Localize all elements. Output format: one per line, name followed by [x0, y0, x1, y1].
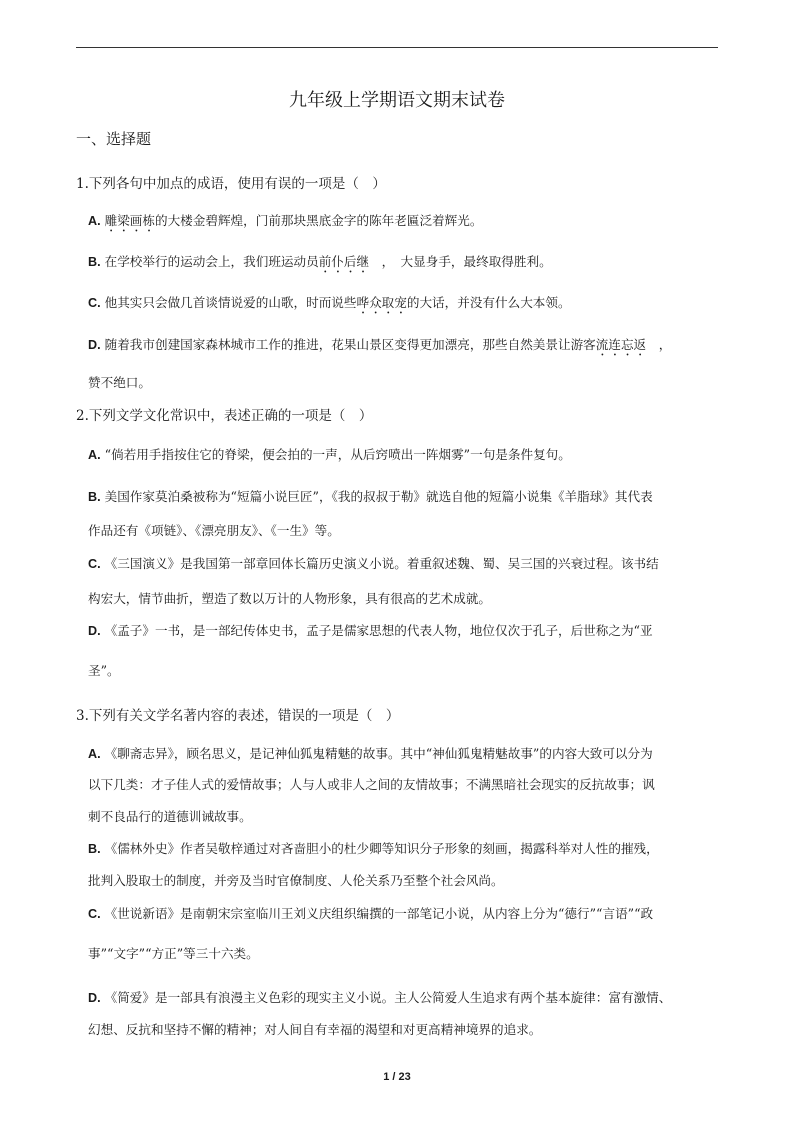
dotted-idiom: 雕梁画栋 [104, 213, 155, 228]
question-2-option-c-continuation: 构宏大，情节曲折，塑造了数以万计的人物形象，具有很高的艺术成就。 [88, 591, 491, 606]
question-3-option-a-continuation-2: 刺不良品行的道德训诫故事。 [88, 809, 252, 824]
question-3-option-d-continuation: 幻想、反抗和坚持不懈的精神；对人间自有幸福的渴望和对更高精神境界的追求。 [88, 1022, 542, 1037]
question-1-option-c[interactable]: C. 他其实只会做几首谈情说爱的山歌，时而说些哗众取宠的大话，并没有什么大本领。 [88, 295, 571, 310]
question-2-option-b[interactable]: B. 美国作家莫泊桑被称为“短篇小说巨匠”，《我的叔叔于勒》就选自他的短篇小说集《羊脂球》其代表 [88, 489, 653, 504]
option-label: A. [88, 214, 101, 228]
dotted-idiom: 流连忘返 [595, 337, 647, 352]
question-3-option-c[interactable]: C. 《世说新语》是南朝宋宗室临川王刘义庆组织编撰的一部笔记小说，从内容上分为“德行”“言语”“政 [88, 906, 654, 921]
option-label: A. [88, 747, 101, 761]
question-3-option-c-continuation: 事”“文字”“方正”等三十六类。 [88, 946, 259, 961]
question-2-option-d[interactable]: D. 《孟子》一书，是一部纪传体史书，孟子是儒家思想的代表人物，地位仅次于孔子，后世称之为“亚 [88, 623, 653, 638]
question-1-option-a[interactable]: A. 雕梁画栋的大楼金碧辉煌，门前那块黑底金字的陈年老匾泛着辉光。 [88, 213, 483, 228]
option-label: C. [88, 296, 101, 310]
question-1-option-b[interactable]: B. 在学校举行的运动会上，我们班运动员前仆后继 ， 大显身手，最终取得胜利。 [88, 254, 552, 269]
question-2-stem: 2.下列文学文化常识中，表述正确的一项是（ ） [76, 408, 373, 424]
question-2-option-d-continuation: 圣”。 [88, 663, 120, 678]
question-1-stem: 1.下列各句中加点的成语，使用有误的一项是（ ） [76, 176, 386, 192]
question-3-option-a[interactable]: A. 《聊斋志异》，顾名思义，是记神仙狐鬼精魅的故事。其中“神仙狐鬼精魅故事”的内容大致可以分为 [88, 746, 653, 761]
page-number: 1 / 23 [383, 1071, 411, 1083]
question-3-option-a-continuation-1: 以下几类：才子佳人式的爱情故事；人与人或非人之间的友情故事；不满黑暗社会现实的反抗故事；讽 [88, 777, 655, 792]
question-3-option-b-continuation: 批判入股取士的制度，并旁及当时官僚制度、人伦关系乃至整个社会风尚。 [88, 873, 504, 888]
option-label: D. [88, 991, 101, 1005]
question-1-option-d[interactable]: D. 随着我市创建国家森林城市工作的推进，花果山景区变得更加漂亮，那些自然美景让游客流连忘返 ， [88, 337, 672, 352]
page-title: 九年级上学期语文期末试卷 [289, 90, 505, 111]
option-label: B. [88, 842, 101, 856]
section-heading: 一、选择题 [76, 130, 152, 148]
option-label: B. [88, 255, 101, 269]
question-3-option-d[interactable]: D. 《简爱》是一部具有浪漫主义色彩的现实主义小说。主人公简爱人生追求有两个基本旋律：富有激情、 [88, 990, 672, 1005]
question-2-option-b-continuation: 作品还有《项链》、《漂亮朋友》、《一生》等。 [88, 523, 340, 538]
option-label: D. [88, 338, 101, 352]
question-2-option-c[interactable]: C. 《三国演义》是我国第一部章回体长篇历史演义小说。着重叙述魏、蜀、吴三国的兴衰过程。该书结 [88, 556, 659, 571]
question-1-option-d-continuation: 赞不绝口。 [88, 375, 151, 390]
dotted-idiom: 哗众取宠 [356, 295, 407, 310]
dotted-idiom: 前仆后继 [318, 254, 370, 269]
option-label: D. [88, 624, 101, 638]
option-label: C. [88, 557, 101, 571]
question-3-option-b[interactable]: B. 《儒林外史》作者吴敬梓通过对吝啬胆小的杜少卿等知识分子形象的刻画，揭露科举对人性的摧残， [88, 841, 659, 856]
header-rule [76, 47, 718, 48]
question-3-stem: 3.下列有关文学名著内容的表述，错误的一项是（ ） [76, 708, 400, 724]
question-2-option-a[interactable]: A. “倘若用手指按住它的脊梁，便会拍的一声，从后窍喷出一阵烟雾”一句是条件复句。 [88, 447, 571, 462]
option-label: B. [88, 490, 101, 504]
option-label: A. [88, 448, 101, 462]
option-label: C. [88, 907, 101, 921]
